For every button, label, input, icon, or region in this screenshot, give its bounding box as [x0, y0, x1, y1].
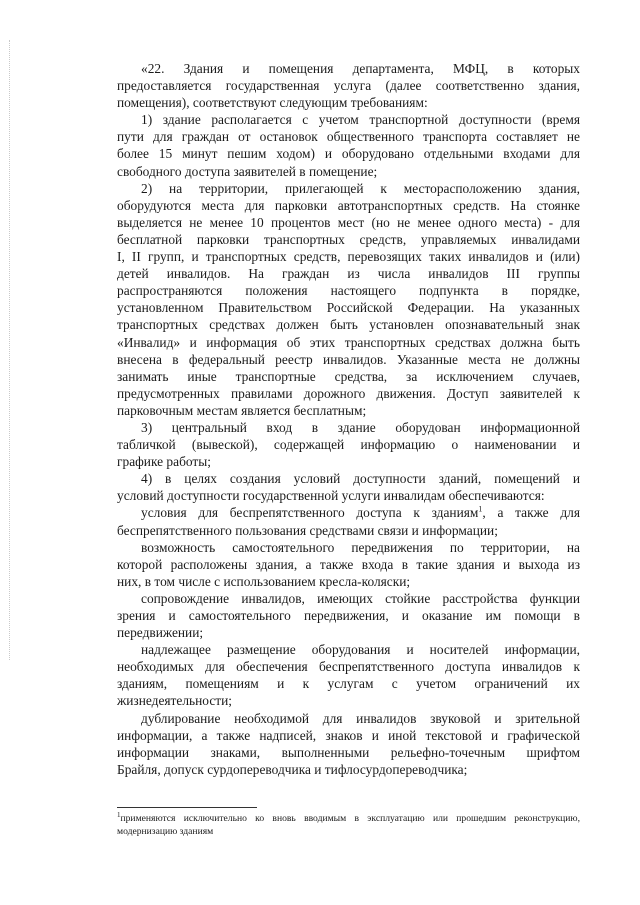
text-line: условий доступности государственной услуги инвалидам обеспечиваются: [117, 488, 545, 504]
text-line: 4) в целях создания условий доступности зданий, помещений и [141, 471, 580, 487]
text-line: занимать иные транспортные средства, за исключением случаев, [117, 368, 580, 384]
text-line: надлежащее размещение оборудования и носителей информации, [141, 642, 580, 658]
text-line: предоставляется государственная услуга (далее соответственно здания, [117, 78, 580, 94]
text-line: информации, а также надписей, знаков и иной текстовой и графической [117, 727, 580, 743]
text-line: условия для беспрепятственного доступа к зданиям$^1$, а также для [141, 504, 580, 521]
text-line: «Инвалид» и информация об этих транспортных средствах должна быть [117, 334, 580, 350]
text-line: установленном Правительством Российской Федерации. На указанных [117, 300, 580, 316]
text-line: необходимых для обеспечения беспрепятственного доступа инвалидов к [117, 659, 580, 675]
text-line: передвижении; [117, 625, 204, 641]
text-line: сопровождение инвалидов, имеющих стойкие расстройства функции [141, 590, 580, 606]
text-line: транспортных средствах должен быть установлен опознавательный знак [117, 317, 580, 333]
text-line: внесена в федеральный реестр инвалидов. Указанные места не должны [117, 351, 580, 367]
footnote-reference: 1 [478, 504, 483, 514]
text-line: парковочным местам является бесплатным; [117, 402, 367, 418]
text-line: жизнедеятельности; [117, 693, 233, 709]
text-line: «22. Здания и помещения департамента, МФЦ, в которых [141, 61, 580, 76]
text-line: помещения), соответствуют следующим требованиям: [117, 95, 428, 111]
footnote-line [117, 812, 580, 825]
text-line: более 15 минут пешим ходом) и оборудовано отдельными входами для [117, 146, 580, 162]
text-line: графике работы; [117, 454, 211, 470]
text-line: предусмотренных правилами дорожного движения. Доступ заявителей к [117, 385, 580, 401]
scan-margin-mark [9, 40, 11, 660]
text-line: 1) здание располагается с учетом транспортной доступности (время [141, 112, 580, 128]
text-line: оборудуются места для парковки автотранспортных средств. На стоянке [117, 197, 580, 213]
footnote [117, 812, 580, 838]
text-line: зданиям, помещениям и к услугам с учетом ограничений их [117, 676, 580, 692]
text-line: табличкой (вывеской), содержащей информацию о наименовании и [117, 437, 580, 453]
text-line: пути для граждан от остановок общественного транспорта составляет не [117, 129, 580, 145]
text-line: распространяются положения настоящего подпункта в порядке, [117, 283, 580, 299]
text-line: I, II групп, и транспортных средств, перевозящих таких инвалидов и (или) [117, 249, 580, 265]
footnote-marker: 1 [117, 810, 121, 819]
text-line: возможность самостоятельного передвижения по территории, на [141, 539, 580, 555]
text-line: зрения и самостоятельного передвижения, и оказание им помощи в [117, 608, 580, 623]
text-line: детей инвалидов. На граждан из числа инвалидов III группы [117, 266, 580, 282]
footnote-line: модернизацию зданиям [117, 826, 214, 837]
text-line: выделяется не менее 10 процентов мест (но не менее одного места) - для [117, 214, 580, 230]
text-line: беспрепятственного пользования средствами связи и информации; [117, 522, 498, 538]
footnote-text: применяются исключительно ко вновь вводимым в эксплуатацию или прошедшим реконструкцию, [120, 813, 580, 824]
text-line: свободного доступа заявителей в помещение; [117, 163, 378, 179]
text-line: которой расположены здания, а также входа в такие здания и выхода из [117, 556, 580, 572]
text-line: них, в том числе с использованием кресла-коляски; [117, 573, 411, 589]
text-line: 2) на территории, прилегающей к месторасположению здания, [141, 180, 580, 196]
text-line: бесплатной парковки транспортных средств, управляемых инвалидами [117, 231, 580, 247]
text-line: информации знаками, выполненными рельефно-точечным шрифтом [117, 744, 580, 760]
document-body [117, 60, 580, 778]
footnote-separator [117, 807, 257, 808]
text-line: 3) центральный вход в здание оборудован информационной [141, 419, 580, 435]
text-line: дублирование необходимой для инвалидов звуковой и зрительной [141, 710, 580, 726]
text-line: Брайля, допуск сурдопереводчика и тифлосурдопереводчика; [117, 761, 468, 777]
